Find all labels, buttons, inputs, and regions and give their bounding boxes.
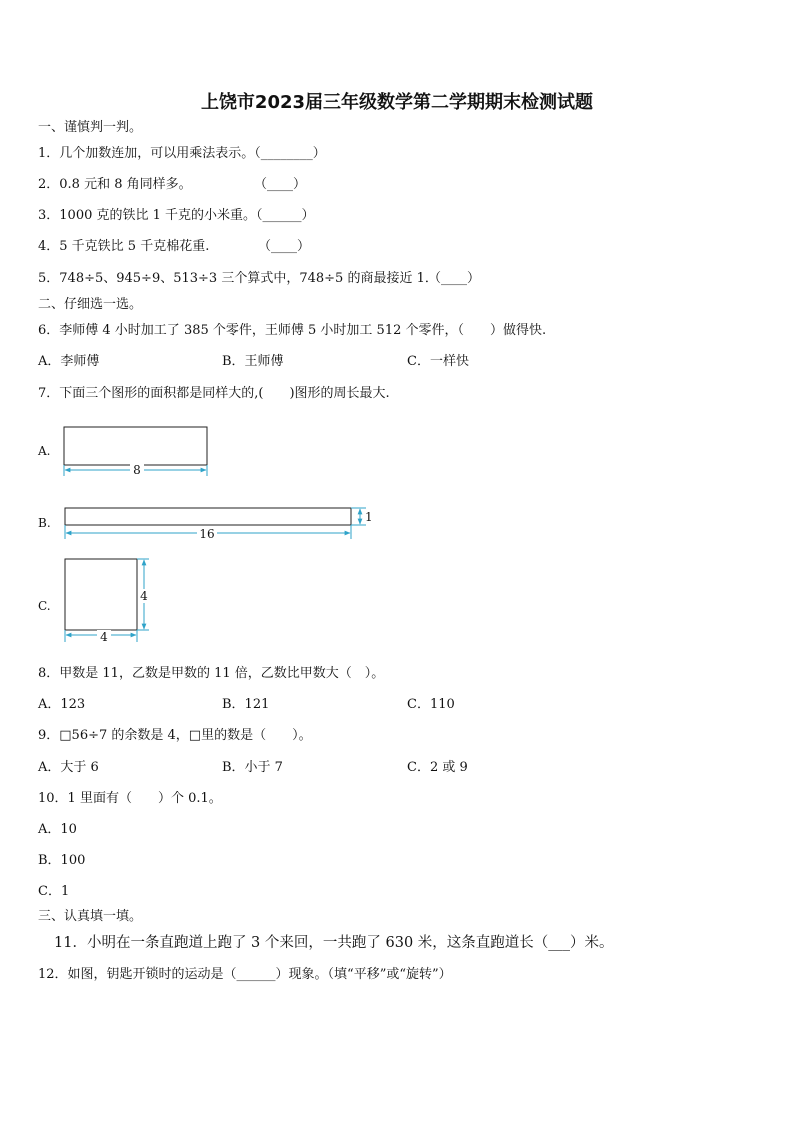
question-4-blank: （____） (258, 239, 311, 254)
page-title: 上饶市2023届三年级数学第二学期期末检测试题 (200, 92, 594, 113)
figure-b-width-label: 16 (199, 527, 215, 541)
question-11: 11．小明在一条直跑道上跑了 3 个来回，一共跑了 630 米，这条直跑道长（___）米。 (54, 935, 614, 951)
question-9-option-c: C．2 或 9 (407, 760, 468, 775)
question-2-blank: （____） (254, 177, 307, 192)
figure-a-rectangle (64, 427, 207, 465)
question-8-option-c: C．110 (407, 697, 455, 712)
question-10: 10．1 里面有（ ）个 0.1。 (38, 791, 222, 806)
section-heading-2: 二、仔细选一选。 (38, 297, 143, 312)
figure-c-height-label: 4 (140, 589, 148, 603)
question-1: 1．几个加数连加，可以用乘法表示。（________） (38, 146, 326, 161)
section-heading-3: 三、认真填一填。 (38, 909, 143, 924)
question-8-option-b: B．121 (222, 697, 270, 712)
figure-c-label: C. (38, 599, 51, 613)
figure-b-rectangle (65, 508, 351, 525)
figure-a-label: A. (38, 444, 51, 458)
question-9: 9．□56÷7 的余数是 4，□里的数是（ ）。 (38, 728, 312, 743)
question-6-option-a: A．李师傅 (38, 354, 100, 369)
question-5-blank: （____） (428, 271, 481, 286)
question-7: 7．下面三个图形的面积都是同样大的,( )图形的周长最大. (38, 386, 390, 401)
figure-b-label: B. (38, 516, 51, 530)
question-8-option-a: A．123 (38, 697, 86, 712)
question-6: 6．李师傅 4 小时加工了 385 个零件，王师傅 5 小时加工 512 个零件，（ ）做得快. (38, 323, 547, 338)
figure-c-width-label: 4 (100, 630, 108, 644)
question-2: 2．0.8 元和 8 角同样多。 (38, 177, 192, 192)
question-3: 3．1000 克的铁比 1 千克的小米重。（______） (38, 208, 315, 223)
question-9-option-a: A．大于 6 (38, 760, 99, 775)
question-8: 8．甲数是 11，乙数是甲数的 11 倍，乙数比甲数大（ ）。 (38, 666, 385, 681)
question-4: 4．5 千克铁比 5 千克棉花重. (38, 239, 210, 254)
question-10-option-c: C．1 (38, 884, 70, 899)
question-6-option-c: C．一样快 (407, 354, 469, 369)
question-10-option-a: A．10 (38, 822, 77, 837)
figure-b-height-label: 1 (365, 510, 373, 524)
figure-a-width-label: 8 (133, 463, 141, 477)
question-12: 12．如图，钥匙开锁时的运动是（______）现象。（填“平移”或“旋转”） (38, 967, 452, 982)
figure-c-square (65, 559, 137, 630)
question-6-option-b: B．王师傅 (222, 354, 284, 369)
question-10-option-b: B．100 (38, 853, 86, 868)
question-5: 5．748÷5、945÷9、513÷3 三个算式中，748÷5 的商最接近 1． (38, 271, 438, 286)
section-heading-1: 一、谨慎判一判。 (38, 120, 143, 135)
question-9-option-b: B．小于 7 (222, 760, 283, 775)
